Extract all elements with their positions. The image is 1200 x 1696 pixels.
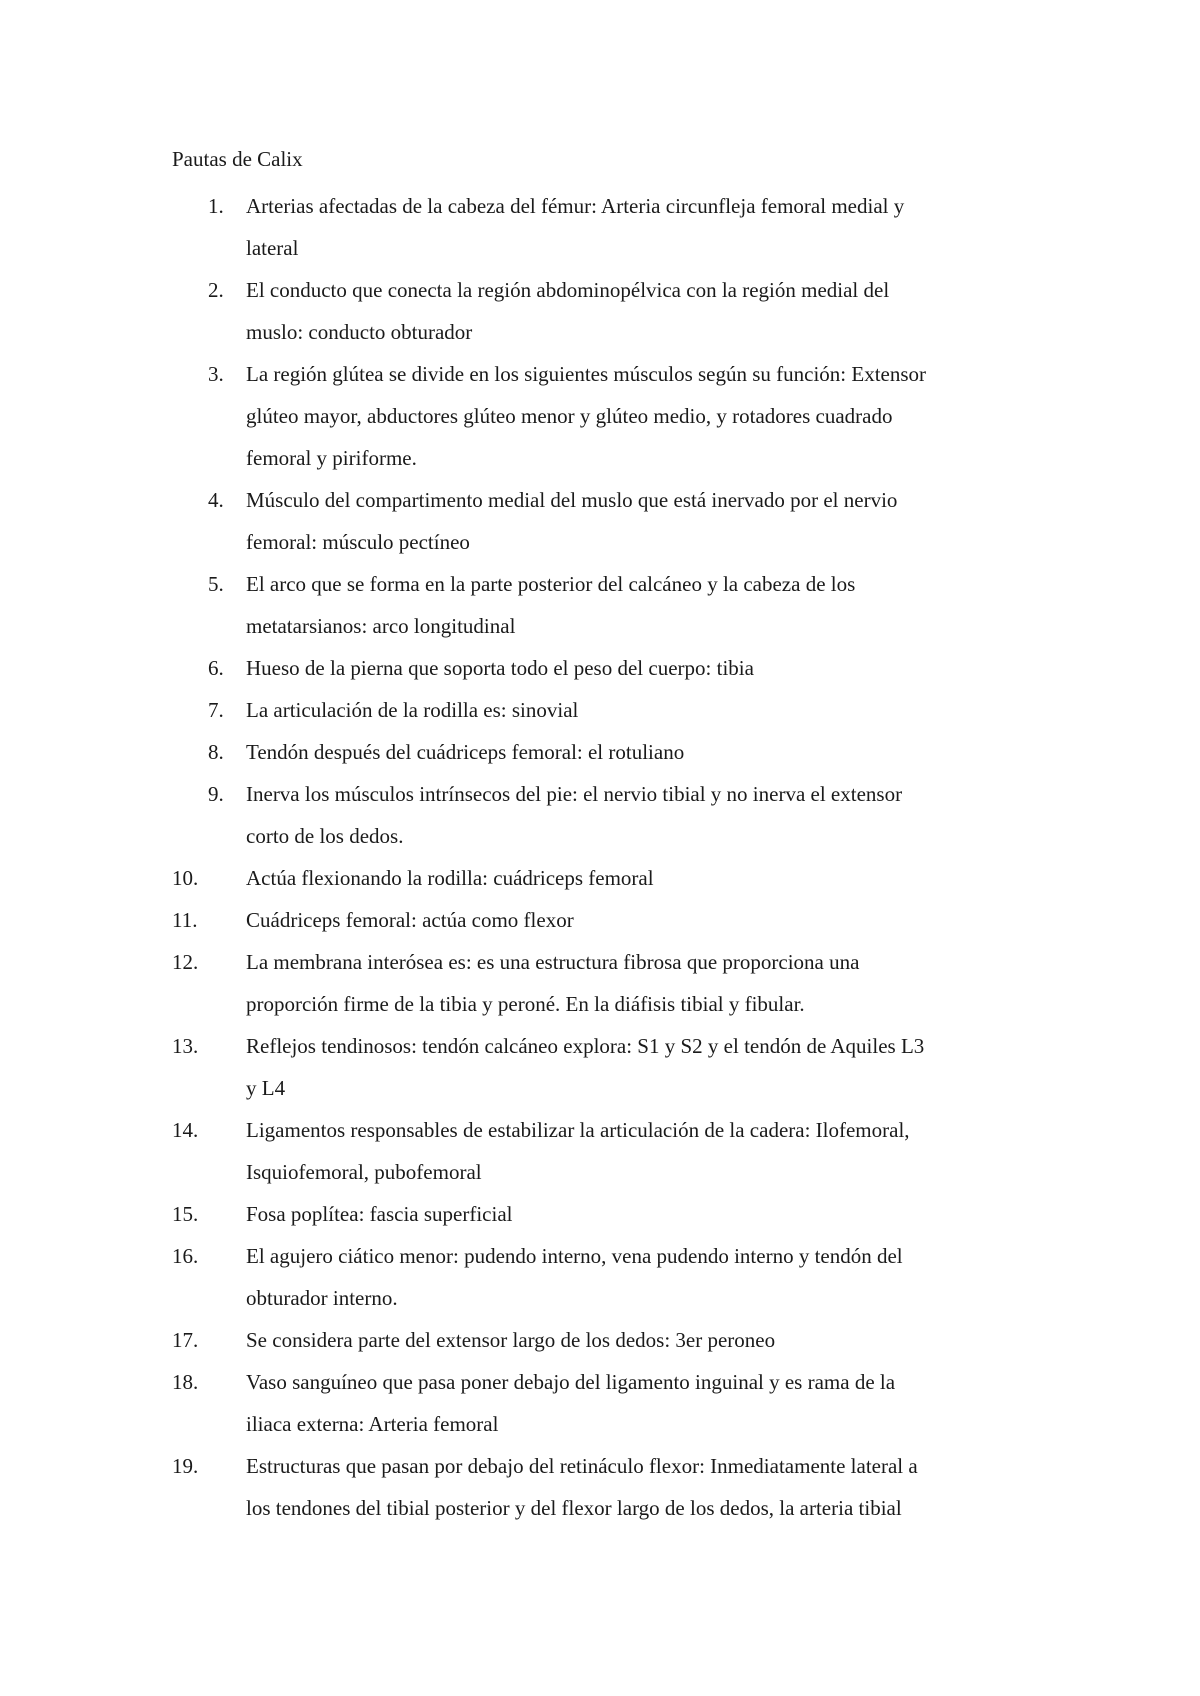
list-item-number: 9. <box>208 782 224 806</box>
list-item <box>172 1445 1052 1529</box>
list-item-number: 16. <box>172 1244 199 1268</box>
list-item-text-line: Tendón después del cuádriceps femoral: el rotuliano <box>246 740 685 764</box>
list-item <box>172 1319 1052 1361</box>
list-item-text-line: Vaso sanguíneo que pasa poner debajo del ligamento inguinal y es rama de la <box>246 1370 896 1394</box>
list-item <box>172 689 1052 731</box>
list-item <box>172 1193 1052 1235</box>
list-item-text-line: metatarsianos: arco longitudinal <box>246 614 516 638</box>
list-item-text-line: El agujero ciático menor: pudendo interno, vena pudendo interno y tendón del <box>246 1244 903 1268</box>
list-item-number: 12. <box>172 950 199 974</box>
list-item <box>172 857 1052 899</box>
numbered-list <box>172 185 1052 1529</box>
list-item-number: 8. <box>208 740 224 764</box>
list-item-text-line: iliaca externa: Arteria femoral <box>246 1412 499 1436</box>
list-item <box>172 563 1052 647</box>
list-item-text-line: Músculo del compartimento medial del muslo que está inervado por el nervio <box>246 488 898 512</box>
list-item-text-line: Reflejos tendinosos: tendón calcáneo explora: S1 y S2 y el tendón de Aquiles L3 <box>246 1034 925 1058</box>
list-item-number: 6. <box>208 656 224 680</box>
list-item-text-line: femoral y piriforme. <box>246 446 417 470</box>
list-item-text-line: lateral <box>246 236 299 260</box>
list-item-text-line: y L4 <box>246 1076 286 1100</box>
list-item <box>172 647 1052 689</box>
list-item-number: 7. <box>208 698 224 722</box>
list-item-number: 17. <box>172 1328 199 1352</box>
list-item-number: 3. <box>208 362 224 386</box>
list-item <box>172 773 1052 857</box>
list-item-text-line: El arco que se forma en la parte posterior del calcáneo y la cabeza de los <box>246 572 856 596</box>
list-item-number: 13. <box>172 1034 199 1058</box>
list-item-text-line: Inerva los músculos intrínsecos del pie: el nervio tibial y no inerva el extensor <box>246 782 903 806</box>
list-item-text-line: Actúa flexionando la rodilla: cuádriceps femoral <box>246 866 654 890</box>
list-item-text-line: Estructuras que pasan por debajo del retináculo flexor: Inmediatamente lateral a <box>246 1454 918 1478</box>
list-item-text-line: Cuádriceps femoral: actúa como flexor <box>246 908 574 932</box>
list-item-text-line: los tendones del tibial posterior y del flexor largo de los dedos, la arteria tibial <box>246 1496 902 1520</box>
list-item-text-line: El conducto que conecta la región abdominopélvica con la región medial del <box>246 278 890 302</box>
list-item <box>172 353 1052 479</box>
list-item-text-line: obturador interno. <box>246 1286 398 1310</box>
list-item <box>172 479 1052 563</box>
list-item-text-line: La articulación de la rodilla es: sinovial <box>246 698 579 722</box>
list-item-number: 1. <box>208 194 224 218</box>
list-item-text-line: Isquiofemoral, pubofemoral <box>246 1160 482 1184</box>
list-item <box>172 1235 1052 1319</box>
list-item <box>172 185 1052 269</box>
list-item-text-line: muslo: conducto obturador <box>246 320 473 344</box>
list-item <box>172 1025 1052 1109</box>
list-item <box>172 941 1052 1025</box>
list-item-number: 10. <box>172 866 199 890</box>
list-item-text-line: proporción firme de la tibia y peroné. En la diáfisis tibial y fibular. <box>246 992 805 1016</box>
list-item-text-line: femoral: músculo pectíneo <box>246 530 470 554</box>
list-item-number: 5. <box>208 572 224 596</box>
list-item-text-line: corto de los dedos. <box>246 824 404 848</box>
list-item <box>172 731 1052 773</box>
list-item-number: 14. <box>172 1118 199 1142</box>
list-item <box>172 1109 1052 1193</box>
list-item-text-line: La membrana interósea es: es una estructura fibrosa que proporciona una <box>246 950 860 974</box>
list-item-number: 18. <box>172 1370 199 1394</box>
list-item-text-line: Ligamentos responsables de estabilizar la articulación de la cadera: Ilofemoral, <box>246 1118 910 1142</box>
list-item-number: 15. <box>172 1202 199 1226</box>
list-item-text-line: Se considera parte del extensor largo de los dedos: 3er peroneo <box>246 1328 776 1352</box>
list-item-number: 19. <box>172 1454 199 1478</box>
list-item-text-line: La región glútea se divide en los siguientes músculos según su función: Extensor <box>246 362 927 386</box>
list-item-text-line: glúteo mayor, abductores glúteo menor y glúteo medio, y rotadores cuadrado <box>246 404 893 428</box>
list-item-number: 11. <box>172 908 198 932</box>
list-item-number: 2. <box>208 278 224 302</box>
list-item <box>172 269 1052 353</box>
list-item-number: 4. <box>208 488 224 512</box>
list-item-text-line: Arterias afectadas de la cabeza del fémur: Arteria circunfleja femoral medial y <box>246 194 905 218</box>
list-item <box>172 899 1052 941</box>
list-item-text-line: Hueso de la pierna que soporta todo el peso del cuerpo: tibia <box>246 656 754 680</box>
document-title: Pautas de Calix <box>172 147 303 171</box>
list-item <box>172 1361 1052 1445</box>
list-item-text-line: Fosa poplítea: fascia superficial <box>246 1202 513 1226</box>
